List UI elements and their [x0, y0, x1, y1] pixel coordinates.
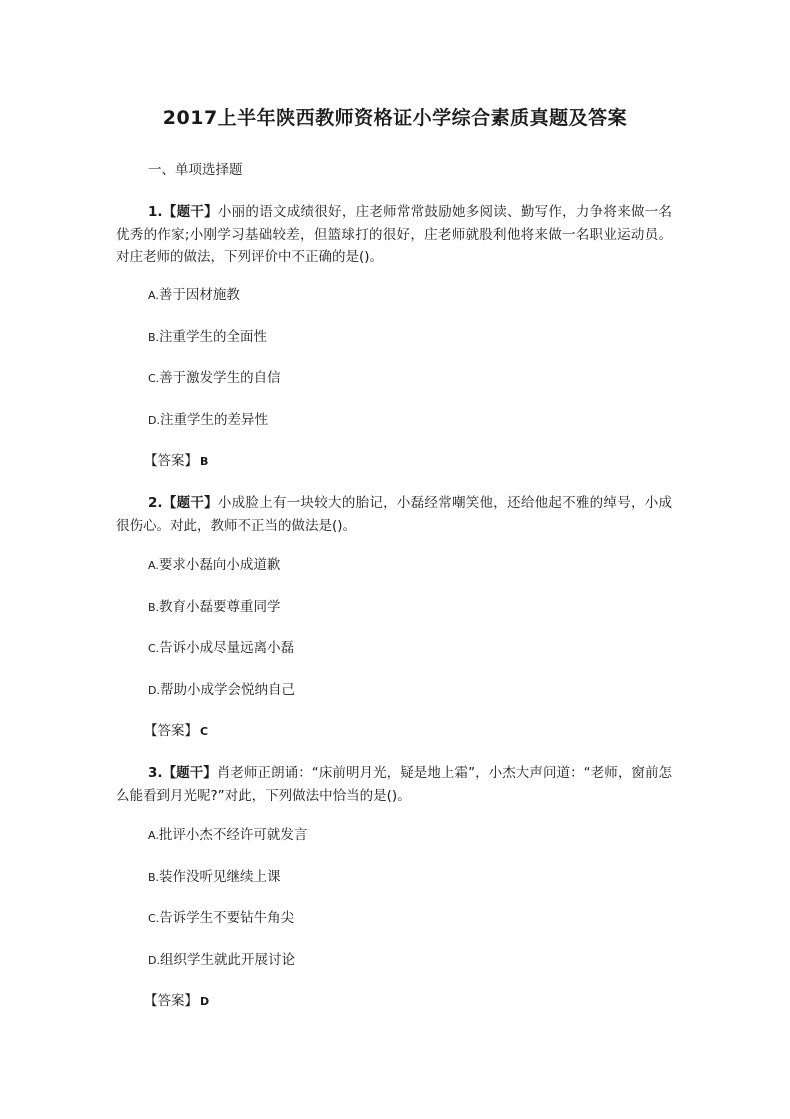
- question-2-stem: [116, 492, 672, 537]
- answer-label: 【答案】: [144, 993, 198, 1009]
- question-1-option-d: [148, 409, 268, 432]
- question-1-option-c: [148, 367, 281, 390]
- question-3-option-a: [148, 824, 307, 847]
- option-text: 善于因材施教: [158, 287, 240, 303]
- question-tag: 【题干】: [162, 495, 218, 511]
- option-letter: B.: [148, 331, 160, 344]
- option-text: 注重学生的全面性: [159, 329, 268, 345]
- question-3-answer: [144, 990, 209, 1013]
- option-letter: A.: [148, 289, 159, 302]
- question-1-answer: [144, 450, 208, 473]
- question-3-stem: [116, 762, 672, 807]
- option-letter: B.: [148, 601, 160, 614]
- option-text: 要求小磊向小成道歉: [158, 557, 281, 573]
- answer-value: C: [200, 725, 209, 738]
- option-letter: D.: [148, 684, 160, 697]
- question-2-option-a: [148, 554, 280, 577]
- question-number: 1.: [148, 204, 163, 220]
- option-text: 批评小杰不经许可就发言: [158, 827, 308, 843]
- question-2-option-b: [148, 596, 281, 619]
- question-1-option-a: [148, 284, 240, 307]
- question-text: 小成脸上有一块较大的胎记，小磊经常嘲笑他，还给他起不雅的绰号，小成很伤心。对此，教师不正当的做法是()。: [116, 495, 673, 534]
- question-1-option-b: [148, 326, 267, 349]
- option-letter: D.: [148, 414, 160, 427]
- answer-label: 【答案】: [144, 453, 198, 469]
- question-2-option-d: [148, 679, 295, 702]
- question-2-option-c: [148, 637, 294, 660]
- answer-value: D: [200, 995, 210, 1008]
- document-title: 2017上半年陕西教师资格证小学综合素质真题及答案: [162, 107, 628, 129]
- option-text: 善于激发学生的自信: [159, 370, 281, 386]
- question-2-answer: [144, 720, 208, 743]
- option-letter: D.: [148, 954, 160, 967]
- option-letter: C.: [148, 372, 160, 385]
- answer-value: B: [200, 455, 209, 468]
- option-letter: C.: [148, 642, 160, 655]
- question-tag: 【题干】: [162, 765, 217, 781]
- option-text: 组织学生就此开展讨论: [159, 952, 295, 968]
- option-letter: C.: [148, 912, 160, 925]
- question-number: 2.: [148, 495, 163, 511]
- answer-label: 【答案】: [144, 723, 198, 739]
- question-tag: 【题干】: [162, 204, 218, 220]
- question-3-option-b: [148, 866, 281, 889]
- question-1-stem: [116, 201, 672, 269]
- question-text: 肖老师正朗诵：“床前明月光，疑是地上霜”，小杰大声问道：“老师，窗前怎么能看到月光呢?”对此，下列做法中恰当的是()。: [116, 765, 673, 804]
- question-number: 3.: [148, 765, 163, 781]
- option-text: 告诉学生不要钻牛角尖: [159, 910, 295, 926]
- option-letter: A.: [148, 559, 159, 572]
- question-3-option-d: [148, 949, 295, 972]
- option-text: 教育小磊要尊重同学: [159, 599, 281, 615]
- option-text: 装作没听见继续上课: [159, 869, 281, 885]
- option-text: 帮助小成学会悦纳自己: [159, 682, 295, 698]
- option-letter: B.: [148, 871, 160, 884]
- option-text: 注重学生的差异性: [159, 412, 268, 428]
- question-3-option-c: [148, 907, 294, 930]
- option-letter: A.: [148, 829, 159, 842]
- question-text: 小丽的语文成绩很好，庄老师常常鼓励她多阅读、勤写作，力争将来做一名优秀的作家;小刚学习基础较差，但篮球打的很好，庄老师就股利他将来做一名职业运动员。对庄老师的做法，下列评价中不正确的是()。: [116, 204, 673, 265]
- section-heading: 一、单项选择题: [148, 162, 243, 178]
- option-text: 告诉小成尽量远离小磊: [159, 640, 295, 656]
